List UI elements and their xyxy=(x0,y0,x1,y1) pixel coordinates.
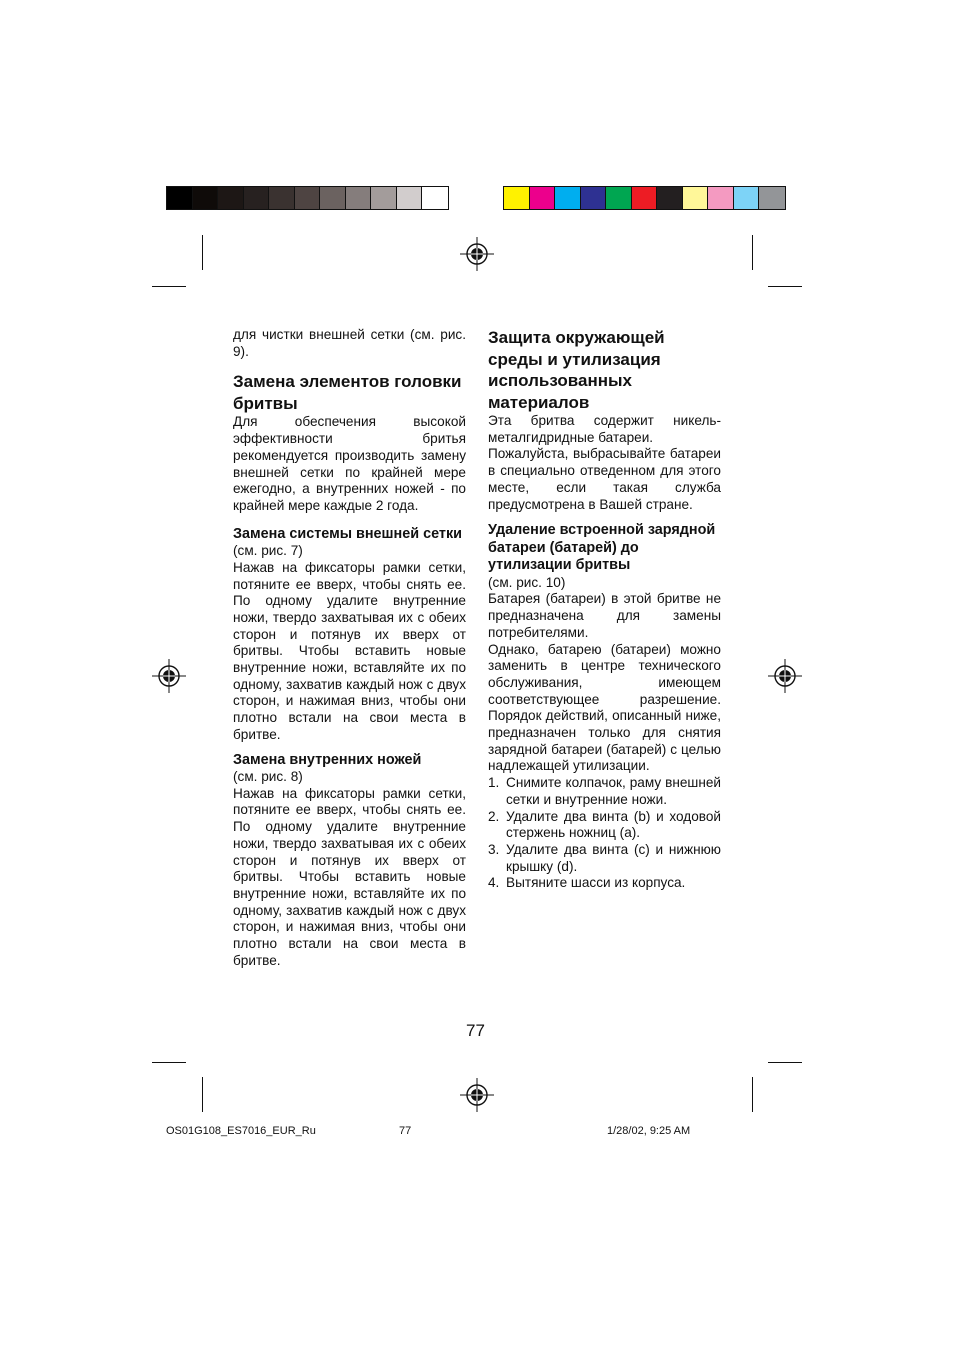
gray-swatch xyxy=(295,187,321,209)
list-item xyxy=(488,809,721,842)
registration-mark-icon xyxy=(460,237,494,271)
step-number: 2. xyxy=(488,808,500,824)
step-number: 3. xyxy=(488,841,500,857)
gray-swatch xyxy=(218,187,244,209)
paragraph-outer-foil: Нажав на фиксаторы рамки сетки, потяните ее вверх, чтобы снять ее. По одному удалите внутренние ножи, твердо захватывая их с обеих сторон и потянув их вверх от бритвы. Чтобы вставить новые внутренние ножи, вставляйте их по одному, захватив каждый нож с двух сторон, и нажимая вниз, чтобы они плотно встали на свои места в бритве. xyxy=(233,559,466,742)
heading-environment: Защита окружающей среды и утилизация использованных материалов xyxy=(488,328,665,412)
step-number: 4. xyxy=(488,875,500,891)
crop-mark xyxy=(768,1062,802,1063)
heading-outer-foil: Замена системы внешней сетки xyxy=(233,525,462,542)
color-swatch xyxy=(708,187,734,209)
paragraph-inner-blades: Нажав на фиксаторы рамки сетки, потяните ее вверх, чтобы снять ее. По одному удалите внутренние ножи, твердо захватывая их с обеих сторон и потянув их вверх от бритвы. Чтобы вставить новые внутренние ножи, вставляйте их по одному, захватив каждый нож с двух сторон, и нажимая вниз, чтобы они плотно встали на свои места в бритве. xyxy=(233,785,466,968)
grayscale-calibration-bar xyxy=(166,186,449,210)
paragraph-replace-parts: Для обеспечения высокой эффективности бритья рекомендуется производить замену внешней сетки по крайней мере ежегодно, а внутренних ножей - по крайней мере каждые 2 года. xyxy=(233,414,466,513)
registration-mark-icon xyxy=(768,659,802,693)
color-swatch xyxy=(734,187,760,209)
registration-mark-icon xyxy=(152,659,186,693)
intro-paragraph: для чистки внешней сетки (см. рис. 9). xyxy=(233,327,466,359)
gray-swatch xyxy=(193,187,219,209)
color-swatch xyxy=(555,187,581,209)
color-swatch xyxy=(632,187,658,209)
color-swatch xyxy=(606,187,632,209)
color-calibration-bar xyxy=(503,186,786,210)
step-number: 1. xyxy=(488,775,500,791)
color-swatch xyxy=(581,187,607,209)
left-column xyxy=(233,327,466,970)
step-text: Снимите колпачок, раму внешней сетки и внутренние ножи. xyxy=(506,775,721,807)
crop-mark xyxy=(152,286,186,287)
list-item xyxy=(488,775,721,808)
crop-mark xyxy=(202,235,203,270)
gray-swatch xyxy=(371,187,397,209)
step-text: Удалите два винта (b) и ходовой стержень ножниц (a). xyxy=(506,808,721,841)
paragraph-battery-1: Батарея (батареи) в этой бритве не предназначена для замены потребителями. xyxy=(488,591,721,640)
figure-reference: (см. рис. 10) xyxy=(488,574,566,590)
gray-swatch xyxy=(422,187,448,209)
crop-mark xyxy=(752,235,753,270)
footer-timestamp: 1/28/02, 9:25 AM xyxy=(607,1125,691,1137)
page-number: 77 xyxy=(466,1021,485,1040)
gray-swatch xyxy=(167,187,193,209)
gray-swatch xyxy=(269,187,295,209)
registration-mark-icon xyxy=(460,1078,494,1112)
crop-mark xyxy=(202,1077,203,1112)
crop-mark xyxy=(752,1077,753,1112)
heading-replace-parts: Замена элементов головки бритвы xyxy=(233,372,462,413)
right-column xyxy=(488,327,721,892)
gray-swatch xyxy=(244,187,270,209)
list-item xyxy=(488,842,721,875)
list-item xyxy=(488,875,721,892)
footer-filename: OS01G108_ES7016_EUR_Ru xyxy=(166,1125,316,1137)
removal-steps-list xyxy=(488,775,721,892)
crop-mark xyxy=(152,1062,186,1063)
crop-mark xyxy=(768,286,802,287)
gray-swatch xyxy=(320,187,346,209)
step-text: Вытяните шасси из корпуса. xyxy=(506,875,686,891)
color-swatch xyxy=(530,187,556,209)
color-swatch xyxy=(683,187,709,209)
gray-swatch xyxy=(397,187,423,209)
figure-reference: (см. рис. 7) xyxy=(233,543,303,559)
paragraph-environment-2: Пожалуйста, выбрасывайте батареи в специально отведенном для этого месте, если такая служба предусмотрена в Вашей стране. xyxy=(488,446,721,512)
color-swatch xyxy=(504,187,530,209)
gray-swatch xyxy=(346,187,372,209)
paragraph-battery-2: Однако, батарею (батареи) можно заменить в центре технического обслуживания, имеющем соответствующее разрешение. Порядок действий, описанный ниже, предназначен только для снятия зарядной батареи (батарей) с целью надлежащей утилизации. xyxy=(488,641,721,774)
paragraph-environment-1: Эта бритва содержит никель-металгидридные батареи. xyxy=(488,413,721,445)
color-swatch xyxy=(657,187,683,209)
color-swatch xyxy=(759,187,785,209)
step-text: Удалите два винта (c) и нижнюю крышку (d). xyxy=(506,841,721,874)
footer-page: 77 xyxy=(399,1125,412,1137)
heading-inner-blades: Замена внутренних ножей xyxy=(233,751,422,768)
figure-reference: (см. рис. 8) xyxy=(233,769,303,785)
heading-battery-removal: Удаление встроенной зарядной батареи (батарей) до утилизации бритвы xyxy=(488,522,716,574)
